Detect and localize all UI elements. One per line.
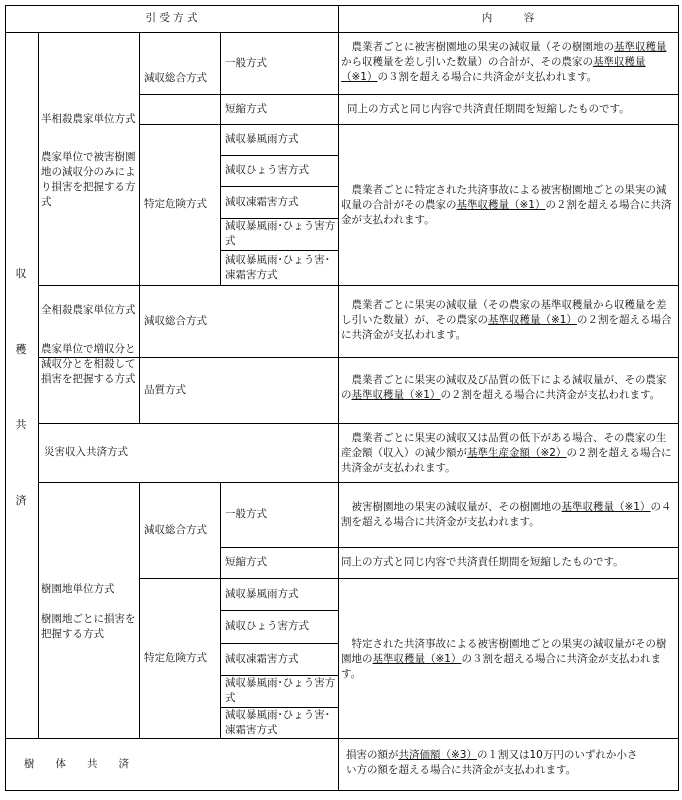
- content-r2: 同上の方式と同じ内容で共済責任期間を短縮したものです。: [347, 102, 630, 115]
- orchard-peril-storm-hail-frost: 減収暴風雨･ひょう害･凍霜害方式: [225, 708, 330, 736]
- orchard-tokutei-label: 特定危険方式: [144, 651, 207, 664]
- group-orchard-desc: 樹園地ごとに損害を把握する方式: [41, 613, 136, 640]
- half-ippan-label: 一般方式: [225, 56, 267, 69]
- group-full-desc: 農家単位で増収分と減収分とを相殺して損害を把握する方式: [41, 343, 136, 385]
- full-hinshitsu-label: 品質方式: [144, 383, 186, 396]
- tree-label: 樹 体 共 済: [24, 757, 129, 770]
- content-r10: 損害の額が共済価額（※3）の１割又は10万円のいずれか小さい方の額を超える場合に共済金が支払われます。: [346, 749, 638, 776]
- category-label-2: 穫: [15, 343, 27, 356]
- group-half-desc: 農家単位で被害樹園地の減収分のみにより損害を把握する方式: [41, 151, 136, 208]
- orchard-ippan-label: 一般方式: [225, 508, 267, 520]
- content-r5: 農業者ごとに果実の減収及び品質の低下による減収量が、その農家の基準収穫量（※1）の２割を超える場合に共済金が支払われます。: [341, 374, 667, 401]
- group-full-title: 全相殺農家単位方式: [41, 304, 136, 316]
- group-orchard-title: 樹園地単位方式: [41, 583, 115, 595]
- content-r1: 農業者ごとに被害樹園地の果実の減収量（その樹園地の基準収穫量から収穫量を差し引いた数量）の合計が、その農家の基準収穫量（※1）の３割を超える場合に共済金が支払われます。: [341, 41, 667, 83]
- content-r6: 農業者ごとに果実の減収又は品質の低下がある場合、その農家の生産金額（収入）の減少額が基準生産金額（※2）の２割を超える場合に共済金が支払われます。: [341, 432, 672, 474]
- half-tanshuku-label: 短縮方式: [225, 102, 267, 115]
- saigai-label: 災害収入共済方式: [44, 446, 128, 458]
- header-method: 引 受 方 式: [145, 12, 198, 24]
- half-peril-frost: 減収凍霜害方式: [225, 195, 299, 208]
- content-r7: 被害樹園地の果実の減収量が、その樹園地の基準収穫量（※1）の４割を超える場合に共済金が支払われます。: [341, 501, 672, 528]
- orchard-peril-storm: 減収暴風雨方式: [225, 587, 299, 600]
- orchard-tanshuku-label: 短縮方式: [225, 556, 267, 568]
- header-content: 内 容: [481, 12, 535, 24]
- half-peril-hail: 減収ひょう害方式: [225, 164, 309, 176]
- content-r4: 農業者ごとに果実の減収量（その農家の基準収穫量から収穫量を差し引いた数量）が、その農家の基準収穫量（※1）の２割を超える場合に共済金が支払われます。: [341, 299, 672, 341]
- orchard-peril-storm-hail: 減収暴風雨･ひょう害方式: [225, 677, 336, 704]
- full-gensyu-label: 減収総合方式: [144, 314, 207, 327]
- orchard-peril-frost: 減収凍霜害方式: [225, 652, 299, 665]
- group-half-title: 半相殺農家単位方式: [41, 113, 136, 125]
- category-label-4: 済: [15, 494, 27, 507]
- half-peril-storm-hail-frost: 減収暴風雨･ひょう害･凍霜害方式: [225, 253, 330, 281]
- category-label-3: 共: [15, 418, 27, 431]
- half-peril-storm: 減収暴風雨方式: [225, 133, 299, 145]
- category-label-1: 収: [15, 267, 27, 280]
- orchard-peril-hail: 減収ひょう害方式: [225, 620, 309, 632]
- content-r9: 特定された共済事故による被害樹園地ごとの果実の減収量がその樹園地の基準収穫量（※1）の３割を超える場合に共済金が支払われます。: [341, 638, 667, 680]
- half-gensyu-label: 減収総合方式: [144, 71, 207, 84]
- half-peril-storm-hail: 減収暴風雨･ひょう害方式: [225, 220, 336, 247]
- content-r8: 同上の方式と同じ内容で共済責任期間を短縮したものです。: [341, 556, 624, 568]
- half-tokutei-label: 特定危険方式: [144, 198, 207, 210]
- orchard-gensyu-label: 減収総合方式: [144, 523, 207, 536]
- content-r3: 農業者ごとに特定された共済事故による被害樹園地ごとの果実の減収量の合計がその農家の基準収穫量（※1）の２割を超える場合に共済金が支払われます。: [341, 184, 672, 226]
